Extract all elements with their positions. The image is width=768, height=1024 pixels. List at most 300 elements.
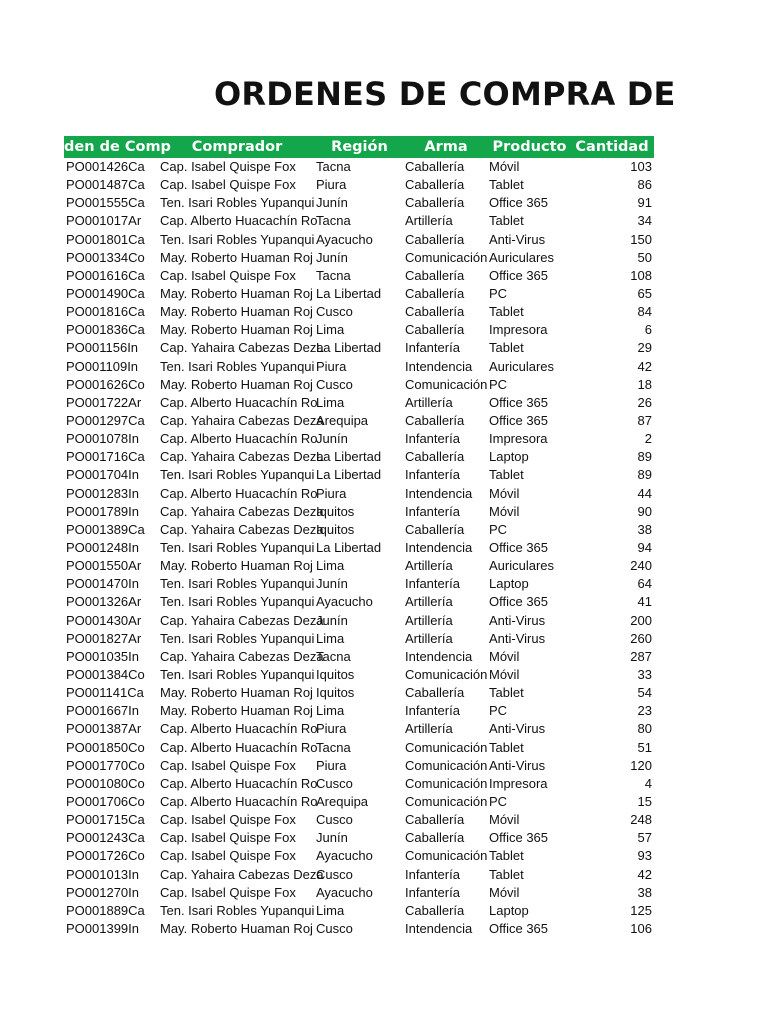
region-cell: Lima <box>316 322 345 338</box>
product-cell: Tablet <box>489 866 524 882</box>
order-id-cell: PO001470In <box>66 576 140 592</box>
orders-table <box>64 136 654 938</box>
buyer-cell: Cap. Isabel Quispe Fox <box>160 177 296 193</box>
table-row <box>64 430 654 448</box>
table-row <box>64 575 654 593</box>
product-cell: Anti-Virus <box>489 630 546 646</box>
quantity-cell: 42 <box>637 358 652 374</box>
table-row <box>64 775 654 793</box>
table-header <box>64 136 654 158</box>
order-id-cell: PO001334Co <box>66 249 145 265</box>
branch-cell: Infantería <box>405 503 460 519</box>
table-row <box>64 212 654 230</box>
table-row <box>64 684 654 702</box>
table-row <box>64 593 654 611</box>
region-cell: Piura <box>316 721 347 737</box>
product-cell: Anti-Virus <box>489 231 546 247</box>
branch-cell: Comunicación <box>405 757 488 773</box>
region-cell: La Libertad <box>316 467 382 483</box>
quantity-cell: 26 <box>637 394 652 410</box>
branch-cell: Caballería <box>405 685 465 701</box>
header-cell-product: Producto <box>492 139 567 155</box>
buyer-cell: Ten. Isari Robles Yupanqui <box>160 540 315 556</box>
quantity-cell: 86 <box>637 177 652 193</box>
order-id-cell: PO001109In <box>66 358 139 374</box>
buyer-cell: Cap. Alberto Huacachín Ro <box>160 394 318 410</box>
branch-cell: Caballería <box>405 812 465 828</box>
region-cell: Iquitos <box>316 667 355 682</box>
order-id-cell: PO001013In <box>66 866 140 882</box>
order-id-cell: PO001816Ca <box>66 304 145 320</box>
quantity-cell: 57 <box>637 830 652 846</box>
quantity-cell: 87 <box>637 413 652 429</box>
buyer-cell: Cap. Alberto Huacachín Ro <box>160 485 318 501</box>
table-row <box>64 158 654 176</box>
product-cell: Auriculares <box>489 558 555 574</box>
product-cell: Impresora <box>489 431 548 447</box>
branch-cell: Comunicación <box>405 848 488 864</box>
order-id-cell: PO001715Ca <box>66 812 145 828</box>
region-cell: Lima <box>316 902 345 918</box>
header-cell-quantity: Cantidad <box>575 139 649 155</box>
product-cell: Auriculares <box>489 249 555 265</box>
product-cell: Office 365 <box>489 267 549 283</box>
product-cell: Laptop <box>489 449 529 465</box>
order-id-cell: PO001490Ca <box>66 286 145 302</box>
order-id-cell: PO001770Co <box>66 757 145 773</box>
region-cell: Tacna <box>316 739 351 755</box>
buyer-cell: May. Roberto Huaman Roj <box>160 558 313 574</box>
order-id-cell: PO001706Co <box>66 793 145 809</box>
buyer-cell: Cap. Isabel Quispe Fox <box>160 830 296 846</box>
buyer-cell: Cap. Alberto Huacachín Ro <box>160 431 318 447</box>
region-cell: Piura <box>316 485 347 501</box>
quantity-cell: 6 <box>644 322 652 338</box>
page-title: ORDENES DE COMPRA DE <box>214 75 676 113</box>
product-cell: PC <box>489 793 508 809</box>
branch-cell: Infantería <box>405 703 460 719</box>
order-id-cell: PO001283In <box>66 485 140 501</box>
table-row <box>64 267 654 285</box>
product-cell: Laptop <box>489 576 529 592</box>
table-row <box>64 865 654 883</box>
quantity-cell: 44 <box>637 485 652 501</box>
product-cell: Tablet <box>489 467 524 483</box>
table-row <box>64 503 654 521</box>
branch-cell: Caballería <box>405 195 465 211</box>
buyer-cell: May. Roberto Huaman Roj <box>160 322 313 338</box>
order-id-cell: PO001626Co <box>66 376 145 392</box>
branch-cell: Artillería <box>405 630 453 646</box>
product-cell: Tablet <box>489 213 524 229</box>
region-cell: Lima <box>316 630 345 646</box>
quantity-cell: 94 <box>637 540 652 556</box>
order-id-cell: PO001889Ca <box>66 902 145 918</box>
buyer-cell: Ten. Isari Robles Yupanqui <box>160 902 315 918</box>
branch-cell: Artillería <box>405 612 453 628</box>
header-cell-region: Región <box>331 139 388 155</box>
branch-cell: Intendencia <box>405 358 473 374</box>
table-row <box>64 194 654 212</box>
region-cell: Tacna <box>316 648 351 664</box>
product-cell: Impresora <box>489 322 548 338</box>
region-cell: Ayacucho <box>316 884 373 900</box>
region-cell: Lima <box>316 394 345 410</box>
product-cell: Tablet <box>489 739 524 755</box>
quantity-cell: 4 <box>644 775 652 791</box>
table-row <box>64 231 654 249</box>
order-id-cell: PO001141Ca <box>66 685 144 701</box>
region-cell: Piura <box>316 358 347 374</box>
quantity-cell: 34 <box>637 213 652 229</box>
product-cell: Móvil <box>489 812 520 828</box>
product-cell: Office 365 <box>489 594 549 610</box>
order-id-cell: PO001430Ar <box>66 612 142 628</box>
header-cell-branch: Arma <box>424 139 468 155</box>
branch-cell: Infantería <box>405 866 460 882</box>
region-cell: Ayacucho <box>316 231 373 247</box>
branch-cell: Artillería <box>405 721 453 737</box>
product-cell: Office 365 <box>489 540 549 556</box>
buyer-cell: Cap. Isabel Quispe Fox <box>160 159 296 175</box>
product-cell: PC <box>489 376 508 392</box>
branch-cell: Caballería <box>405 449 465 465</box>
region-cell: Cusco <box>316 304 353 320</box>
order-id-cell: PO001726Co <box>66 848 145 864</box>
quantity-cell: 38 <box>637 521 652 537</box>
table-row <box>64 466 654 484</box>
branch-cell: Intendencia <box>405 540 473 556</box>
region-cell: Cusco <box>316 376 353 392</box>
product-cell: Office 365 <box>489 413 549 429</box>
table-row <box>64 285 654 303</box>
region-cell: Lima <box>316 558 345 574</box>
region-cell: Cusco <box>316 920 353 936</box>
quantity-cell: 41 <box>637 594 652 610</box>
region-cell: Iquitos <box>316 685 355 701</box>
product-cell: Tablet <box>489 177 524 193</box>
order-id-cell: PO001667In <box>66 703 140 719</box>
branch-cell: Intendencia <box>405 485 473 501</box>
quantity-cell: 103 <box>630 159 652 175</box>
order-id-cell: PO001035In <box>66 648 140 664</box>
region-cell: Junín <box>316 431 348 447</box>
quantity-cell: 51 <box>637 739 652 755</box>
quantity-cell: 18 <box>637 376 652 392</box>
region-cell: Junín <box>316 249 348 265</box>
buyer-cell: Cap. Yahaira Cabezas Deza <box>160 648 324 664</box>
quantity-cell: 89 <box>637 449 652 465</box>
product-cell: Office 365 <box>489 920 549 936</box>
branch-cell: Infantería <box>405 431 460 447</box>
table-row <box>64 521 654 539</box>
region-cell: La Libertad <box>316 540 382 556</box>
product-cell: Office 365 <box>489 195 549 211</box>
table-row <box>64 539 654 557</box>
product-cell: PC <box>489 703 508 719</box>
buyer-cell: Cap. Yahaira Cabezas Deza <box>160 340 324 356</box>
region-cell: La Libertad <box>316 286 382 302</box>
order-id-cell: PO001326Ar <box>66 594 142 610</box>
product-cell: Auriculares <box>489 358 555 374</box>
buyer-cell: Cap. Alberto Huacachín Ro <box>160 793 318 809</box>
table-row <box>64 829 654 847</box>
branch-cell: Caballería <box>405 322 465 338</box>
product-cell: Tablet <box>489 340 524 356</box>
buyer-cell: Ten. Isari Robles Yupanqui <box>160 594 315 610</box>
order-id-cell: PO001704In <box>66 467 140 483</box>
order-id-cell: PO001850Co <box>66 739 145 755</box>
order-id-cell: PO001297Ca <box>66 413 145 429</box>
table-row <box>64 884 654 902</box>
region-cell: Cusco <box>316 775 353 791</box>
branch-cell: Caballería <box>405 521 465 537</box>
product-cell: Móvil <box>489 667 520 682</box>
buyer-cell: Cap. Yahaira Cabezas Deza <box>160 612 324 628</box>
table-row <box>64 557 654 575</box>
table-row <box>64 321 654 339</box>
quantity-cell: 260 <box>630 630 652 646</box>
branch-cell: Comunicación <box>405 793 488 809</box>
table-row <box>64 648 654 666</box>
branch-cell: Comunicación <box>405 667 488 682</box>
order-id-cell: PO001616Ca <box>66 267 145 283</box>
branch-cell: Caballería <box>405 902 465 918</box>
order-id-cell: PO001270In <box>66 884 140 900</box>
quantity-cell: 33 <box>637 667 652 682</box>
table-row <box>64 739 654 757</box>
buyer-cell: Ten. Isari Robles Yupanqui <box>160 358 315 374</box>
buyer-cell: Cap. Isabel Quispe Fox <box>160 267 296 283</box>
quantity-cell: 15 <box>637 793 652 809</box>
table-row <box>64 720 654 738</box>
table-body <box>64 158 654 938</box>
region-cell: Iquitos <box>316 503 355 519</box>
region-cell: Ayacucho <box>316 848 373 864</box>
order-id-cell: PO001487Ca <box>66 177 145 193</box>
branch-cell: Infantería <box>405 576 460 592</box>
branch-cell: Caballería <box>405 286 465 302</box>
quantity-cell: 2 <box>644 431 652 447</box>
product-cell: Tablet <box>489 685 524 701</box>
buyer-cell: May. Roberto Huaman Roj <box>160 703 313 719</box>
product-cell: Tablet <box>489 304 524 320</box>
quantity-cell: 248 <box>630 812 652 828</box>
product-cell: Office 365 <box>489 830 549 846</box>
quantity-cell: 125 <box>630 902 652 918</box>
buyer-cell: May. Roberto Huaman Roj <box>160 920 313 936</box>
region-cell: Cusco <box>316 866 353 882</box>
buyer-cell: Ten. Isari Robles Yupanqui <box>160 467 315 483</box>
product-cell: Móvil <box>489 884 520 900</box>
order-id-cell: PO001156In <box>66 340 139 356</box>
quantity-cell: 64 <box>637 576 652 592</box>
quantity-cell: 29 <box>637 340 652 356</box>
buyer-cell: Cap. Isabel Quispe Fox <box>160 757 296 773</box>
branch-cell: Caballería <box>405 159 465 175</box>
table-row <box>64 793 654 811</box>
order-id-cell: PO001426Ca <box>66 159 145 175</box>
branch-cell: Infantería <box>405 884 460 900</box>
region-cell: Arequipa <box>316 793 369 809</box>
order-id-cell: PO001722Ar <box>66 394 142 410</box>
order-id-cell: PO001080Co <box>66 775 145 791</box>
product-cell: Móvil <box>489 648 520 664</box>
quantity-cell: 120 <box>630 757 652 773</box>
buyer-cell: Ten. Isari Robles Yupanqui <box>160 576 315 592</box>
branch-cell: Infantería <box>405 467 460 483</box>
region-cell: Iquitos <box>316 521 355 537</box>
region-cell: Ayacucho <box>316 594 373 610</box>
buyer-cell: Ten. Isari Robles Yupanqui <box>160 667 315 682</box>
header-cell-order: den de Comp <box>64 139 171 155</box>
quantity-cell: 93 <box>637 848 652 864</box>
branch-cell: Comunicación <box>405 376 488 392</box>
product-cell: PC <box>489 521 508 537</box>
buyer-cell: Ten. Isari Robles Yupanqui <box>160 195 315 211</box>
order-id-cell: PO001836Ca <box>66 322 145 338</box>
buyer-cell: May. Roberto Huaman Roj <box>160 376 313 392</box>
region-cell: Tacna <box>316 213 351 229</box>
table-row <box>64 630 654 648</box>
region-cell: Piura <box>316 177 347 193</box>
product-cell: Móvil <box>489 159 520 175</box>
quantity-cell: 90 <box>637 503 652 519</box>
order-id-cell: PO001387Ar <box>66 721 142 737</box>
product-cell: Office 365 <box>489 394 549 410</box>
branch-cell: Artillería <box>405 394 453 410</box>
buyer-cell: Cap. Yahaira Cabezas Deza <box>160 449 324 465</box>
order-id-cell: PO001248In <box>66 540 140 556</box>
branch-cell: Caballería <box>405 267 465 283</box>
buyer-cell: Cap. Yahaira Cabezas Deza <box>160 521 324 537</box>
quantity-cell: 50 <box>637 249 652 265</box>
quantity-cell: 38 <box>637 884 652 900</box>
buyer-cell: Cap. Alberto Huacachín Ro <box>160 739 318 755</box>
branch-cell: Comunicación <box>405 739 488 755</box>
header-cell-buyer: Comprador <box>191 139 283 155</box>
table-row <box>64 176 654 194</box>
table-row <box>64 811 654 829</box>
order-id-cell: PO001801Ca <box>66 231 145 247</box>
table-row <box>64 485 654 503</box>
buyer-cell: May. Roberto Huaman Roj <box>160 286 313 302</box>
quantity-cell: 89 <box>637 467 652 483</box>
product-cell: Laptop <box>489 902 529 918</box>
table-row <box>64 702 654 720</box>
product-cell: Anti-Virus <box>489 612 546 628</box>
buyer-cell: Cap. Isabel Quispe Fox <box>160 884 296 900</box>
order-id-cell: PO001017Ar <box>66 213 142 229</box>
order-id-cell: PO001384Co <box>66 667 145 682</box>
branch-cell: Caballería <box>405 177 465 193</box>
quantity-cell: 54 <box>637 685 652 701</box>
region-cell: Cusco <box>316 812 353 828</box>
branch-cell: Artillería <box>405 594 453 610</box>
region-cell: Tacna <box>316 267 351 283</box>
product-cell: Anti-Virus <box>489 757 546 773</box>
region-cell: Junín <box>316 576 348 592</box>
order-id-cell: PO001389Ca <box>66 521 145 537</box>
branch-cell: Comunicación <box>405 249 488 265</box>
order-id-cell: PO001078In <box>66 431 140 447</box>
product-cell: Anti-Virus <box>489 721 546 737</box>
branch-cell: Caballería <box>405 830 465 846</box>
buyer-cell: Cap. Alberto Huacachín Ro <box>160 775 318 791</box>
order-id-cell: PO001789In <box>66 503 140 519</box>
buyer-cell: Cap. Yahaira Cabezas Deza <box>160 413 324 429</box>
buyer-cell: Cap. Alberto Huacachín Ro <box>160 721 318 737</box>
region-cell: Junín <box>316 195 348 211</box>
buyer-cell: May. Roberto Huaman Roj <box>160 685 313 701</box>
table-row <box>64 412 654 430</box>
branch-cell: Artillería <box>405 558 453 574</box>
quantity-cell: 65 <box>637 286 652 302</box>
buyer-cell: May. Roberto Huaman Roj <box>160 249 313 265</box>
branch-cell: Artillería <box>405 213 453 229</box>
branch-cell: Infantería <box>405 340 460 356</box>
branch-cell: Comunicación <box>405 775 488 791</box>
product-cell: Tablet <box>489 848 524 864</box>
quantity-cell: 200 <box>630 612 652 628</box>
buyer-cell: Cap. Isabel Quispe Fox <box>160 812 296 828</box>
quantity-cell: 287 <box>630 648 652 664</box>
buyer-cell: Ten. Isari Robles Yupanqui <box>160 231 315 247</box>
region-cell: Piura <box>316 757 347 773</box>
region-cell: La Libertad <box>316 340 382 356</box>
branch-cell: Caballería <box>405 304 465 320</box>
branch-cell: Intendencia <box>405 920 473 936</box>
order-id-cell: PO001550Ar <box>66 558 142 574</box>
quantity-cell: 240 <box>630 558 652 574</box>
region-cell: Junín <box>316 830 348 846</box>
quantity-cell: 42 <box>637 866 652 882</box>
quantity-cell: 80 <box>637 721 652 737</box>
buyer-cell: Cap. Yahaira Cabezas Deza <box>160 503 324 519</box>
quantity-cell: 150 <box>630 231 652 247</box>
buyer-cell: Cap. Yahaira Cabezas Deza <box>160 866 324 882</box>
product-cell: Móvil <box>489 485 520 501</box>
table-row <box>64 757 654 775</box>
order-id-cell: PO001555Ca <box>66 195 145 211</box>
table-row <box>64 358 654 376</box>
table-row <box>64 394 654 412</box>
table-row <box>64 666 654 684</box>
order-id-cell: PO001716Ca <box>66 449 145 465</box>
quantity-cell: 106 <box>630 920 652 936</box>
product-cell: PC <box>489 286 508 302</box>
order-id-cell: PO001399In <box>66 920 140 936</box>
product-cell: Impresora <box>489 775 548 791</box>
table-row <box>64 847 654 865</box>
region-cell: Junín <box>316 612 348 628</box>
branch-cell: Caballería <box>405 231 465 247</box>
table-row <box>64 249 654 267</box>
product-cell: Móvil <box>489 503 520 519</box>
region-cell: Lima <box>316 703 345 719</box>
quantity-cell: 108 <box>630 267 652 283</box>
table-row <box>64 339 654 357</box>
branch-cell: Caballería <box>405 413 465 429</box>
table-row <box>64 902 654 920</box>
table-row <box>64 920 654 938</box>
order-id-cell: PO001827Ar <box>66 630 142 646</box>
branch-cell: Intendencia <box>405 648 473 664</box>
buyer-cell: Cap. Isabel Quispe Fox <box>160 848 296 864</box>
table-row <box>64 448 654 466</box>
buyer-cell: May. Roberto Huaman Roj <box>160 304 313 320</box>
table-row <box>64 376 654 394</box>
